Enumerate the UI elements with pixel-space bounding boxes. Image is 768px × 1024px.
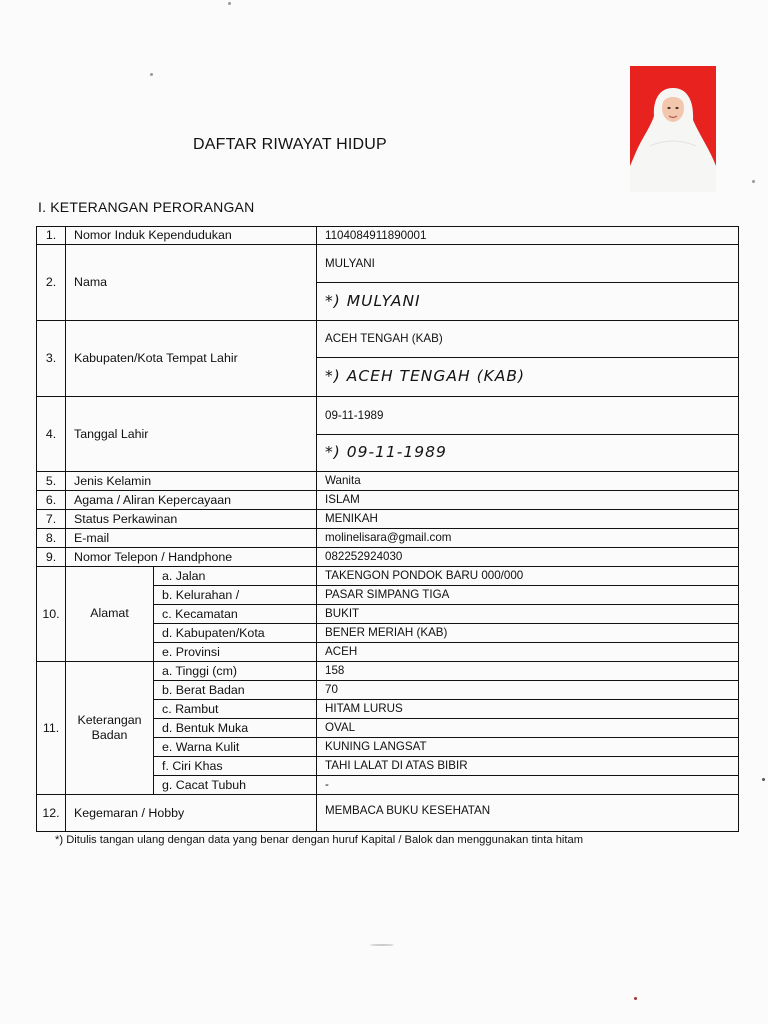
sub-label: d. Bentuk Muka: [154, 719, 317, 738]
sub-label: e. Provinsi: [154, 643, 317, 662]
table-row: [37, 245, 739, 283]
tanggal-lahir-handwritten: *) 09-11-1989: [317, 435, 739, 472]
row-number: 2.: [37, 245, 66, 321]
sub-label: b. Kelurahan /: [154, 586, 317, 605]
row-number: 3.: [37, 321, 66, 397]
hobby-value: MEMBACA BUKU KESEHATAN: [317, 795, 739, 832]
row-label: Kegemaran / Hobby: [66, 795, 317, 832]
table-row: [37, 548, 739, 567]
table-row: [37, 510, 739, 529]
row-label: Nomor Telepon / Handphone: [66, 548, 317, 567]
row-label: Keterangan Badan: [66, 662, 154, 795]
table-row: [37, 321, 739, 358]
table-row: [37, 662, 739, 681]
row-label: Kabupaten/Kota Tempat Lahir: [66, 321, 317, 397]
row-number: 11.: [37, 662, 66, 795]
row-number: 7.: [37, 510, 66, 529]
table-row: [37, 567, 739, 586]
scan-speck: [752, 180, 755, 183]
sub-value: 158: [317, 662, 739, 681]
row-label: Nama: [66, 245, 317, 321]
scan-speck: [762, 778, 765, 781]
sub-value: BUKIT: [317, 605, 739, 624]
row-number: 5.: [37, 472, 66, 491]
row-label: Status Perkawinan: [66, 510, 317, 529]
footnote: *) Ditulis tangan ulang dengan data yang benar dengan huruf Kapital / Balok dan menggunakan tinta hitam: [55, 834, 584, 846]
sub-label: a. Tinggi (cm): [154, 662, 317, 681]
biodata-table: [36, 226, 739, 832]
table-row: [37, 529, 739, 548]
sub-value: -: [317, 776, 739, 795]
nama-value: MULYANI: [317, 245, 739, 283]
sub-value: BENER MERIAH (KAB): [317, 624, 739, 643]
sub-label: f. Ciri Khas: [154, 757, 317, 776]
row-number: 9.: [37, 548, 66, 567]
table-row: [37, 795, 739, 832]
row-number: 8.: [37, 529, 66, 548]
email-value: molinelisara@gmail.com: [317, 529, 739, 548]
row-label: Agama / Aliran Kepercayaan: [66, 491, 317, 510]
tanggal-lahir-value: 09-11-1989: [317, 397, 739, 435]
row-number: 12.: [37, 795, 66, 832]
tempat-lahir-handwritten: *) ACEH TENGAH (KAB): [317, 358, 739, 397]
sub-value: OVAL: [317, 719, 739, 738]
sub-label: b. Berat Badan: [154, 681, 317, 700]
row-label: Tanggal Lahir: [66, 397, 317, 472]
row-number: 6.: [37, 491, 66, 510]
scan-speck: [634, 997, 637, 1000]
scan-speck: [228, 2, 231, 5]
status-value: MENIKAH: [317, 510, 739, 529]
row-label: Jenis Kelamin: [66, 472, 317, 491]
table-row: [37, 491, 739, 510]
sub-label: c. Rambut: [154, 700, 317, 719]
nik-value: 1104084911890001: [317, 227, 739, 245]
document-title: DAFTAR RIWAYAT HIDUP: [193, 136, 387, 153]
sub-value: KUNING LANGSAT: [317, 738, 739, 757]
row-number: 10.: [37, 567, 66, 662]
row-label: E-mail: [66, 529, 317, 548]
section-title: I. KETERANGAN PERORANGAN: [38, 199, 255, 215]
agama-value: ISLAM: [317, 491, 739, 510]
scan-speck: [370, 944, 394, 946]
row-label: Alamat: [66, 567, 154, 662]
sub-label: g. Cacat Tubuh: [154, 776, 317, 795]
table-row: [37, 397, 739, 435]
table-row: [37, 472, 739, 491]
sub-label: e. Warna Kulit: [154, 738, 317, 757]
sub-label: a. Jalan: [154, 567, 317, 586]
row-number: 4.: [37, 397, 66, 472]
sub-value: TAKENGON PONDOK BARU 000/000: [317, 567, 739, 586]
tempat-lahir-value: ACEH TENGAH (KAB): [317, 321, 739, 358]
jenis-kelamin-value: Wanita: [317, 472, 739, 491]
row-label: Nomor Induk Kependudukan: [66, 227, 317, 245]
sub-value: 70: [317, 681, 739, 700]
sub-value: ACEH: [317, 643, 739, 662]
nama-handwritten: *) MULYANI: [317, 283, 739, 321]
table-row: [37, 227, 739, 245]
profile-photo: [630, 66, 716, 192]
sub-value: TAHI LALAT DI ATAS BIBIR: [317, 757, 739, 776]
sub-value: PASAR SIMPANG TIGA: [317, 586, 739, 605]
row-number: 1.: [37, 227, 66, 245]
sub-value: HITAM LURUS: [317, 700, 739, 719]
telepon-value: 082252924030: [317, 548, 739, 567]
scan-speck: [150, 73, 153, 76]
sub-label: c. Kecamatan: [154, 605, 317, 624]
sub-label: d. Kabupaten/Kota: [154, 624, 317, 643]
